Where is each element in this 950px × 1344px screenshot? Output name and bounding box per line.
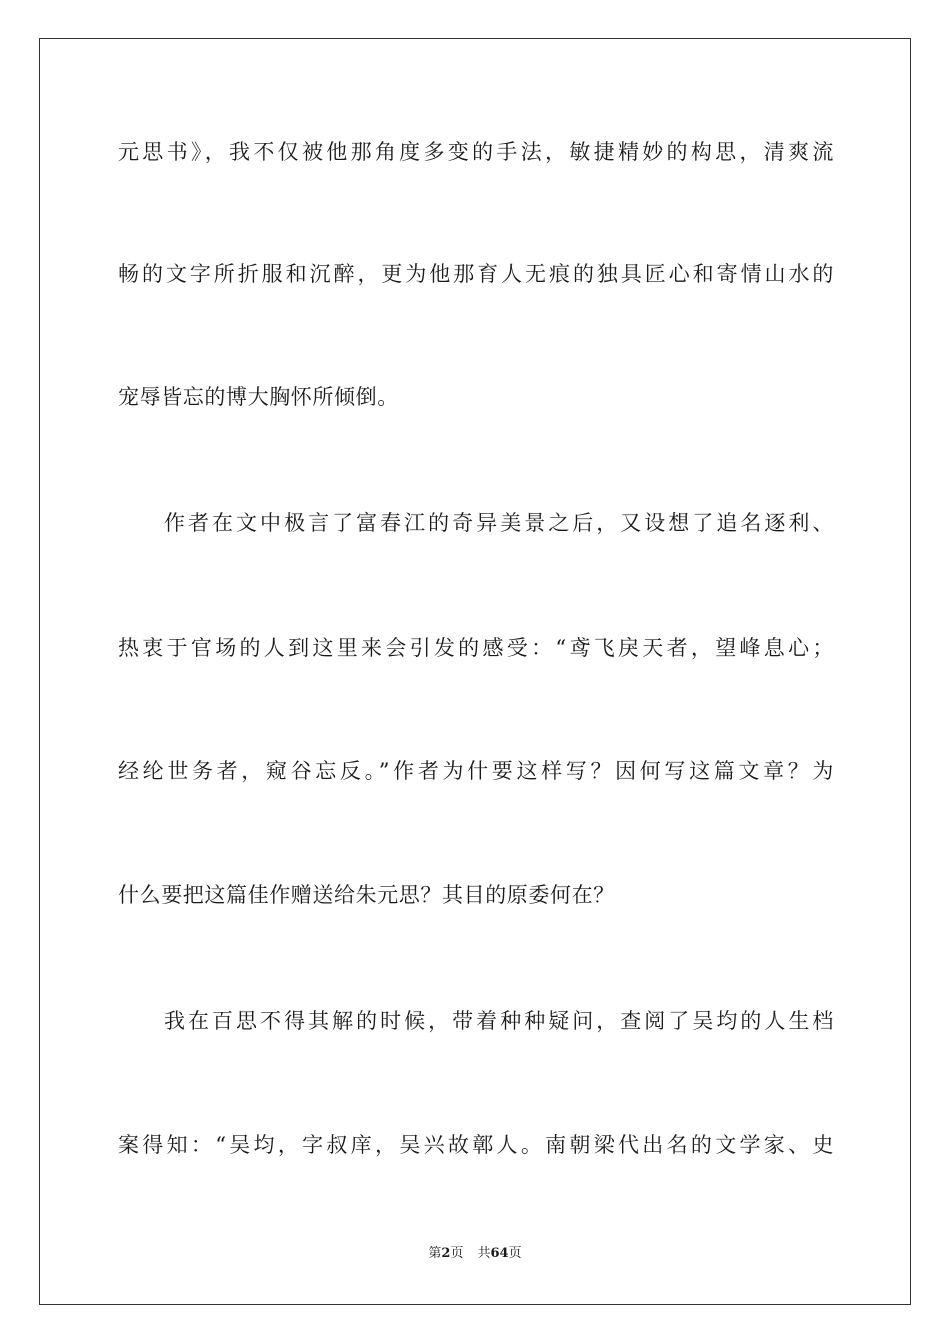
text-line: 什么要把这篇佳作赠送给朱元思？其目的原委何在？ (118, 883, 615, 907)
text-line: 畅的文字所折服和沉醉，更为他那育人无痕的独具匠心和寄情山水的 (118, 262, 834, 286)
page-total: 64 (490, 1246, 509, 1261)
page-suffix: 页 (450, 1246, 464, 1261)
page-border (39, 38, 911, 1305)
page-prefix: 第 (428, 1246, 442, 1261)
paragraph-first-line: 作者在文中极言了富春江的奇异美景之后，又设想了追名逐利、 (164, 511, 834, 535)
page-number: 2 (441, 1246, 451, 1261)
text-line: 经纶世务者，窥谷忘反。”作者为什要这样写？因何写这篇文章？为 (118, 759, 834, 783)
total-suffix: 页 (508, 1246, 522, 1261)
text-line: 案得知：“吴均，字叔庠，吴兴故鄣人。南朝梁代出名的文学家、史 (118, 1133, 834, 1157)
text-line: 热衷于官场的人到这里来会引发的感受：“鸢飞戾天者，望峰息心； (118, 636, 834, 660)
text-line: 宠辱皆忘的博大胸怀所倾倒。 (118, 385, 399, 409)
text-line: 元思书》，我不仅被他那角度多变的手法，敏捷精妙的构思，清爽流 (118, 140, 834, 164)
paragraph-first-line: 我在百思不得其解的时候，带着种种疑问，查阅了吴均的人生档 (164, 1009, 834, 1033)
total-prefix: 共 (477, 1246, 491, 1261)
page-footer (0, 1245, 950, 1263)
